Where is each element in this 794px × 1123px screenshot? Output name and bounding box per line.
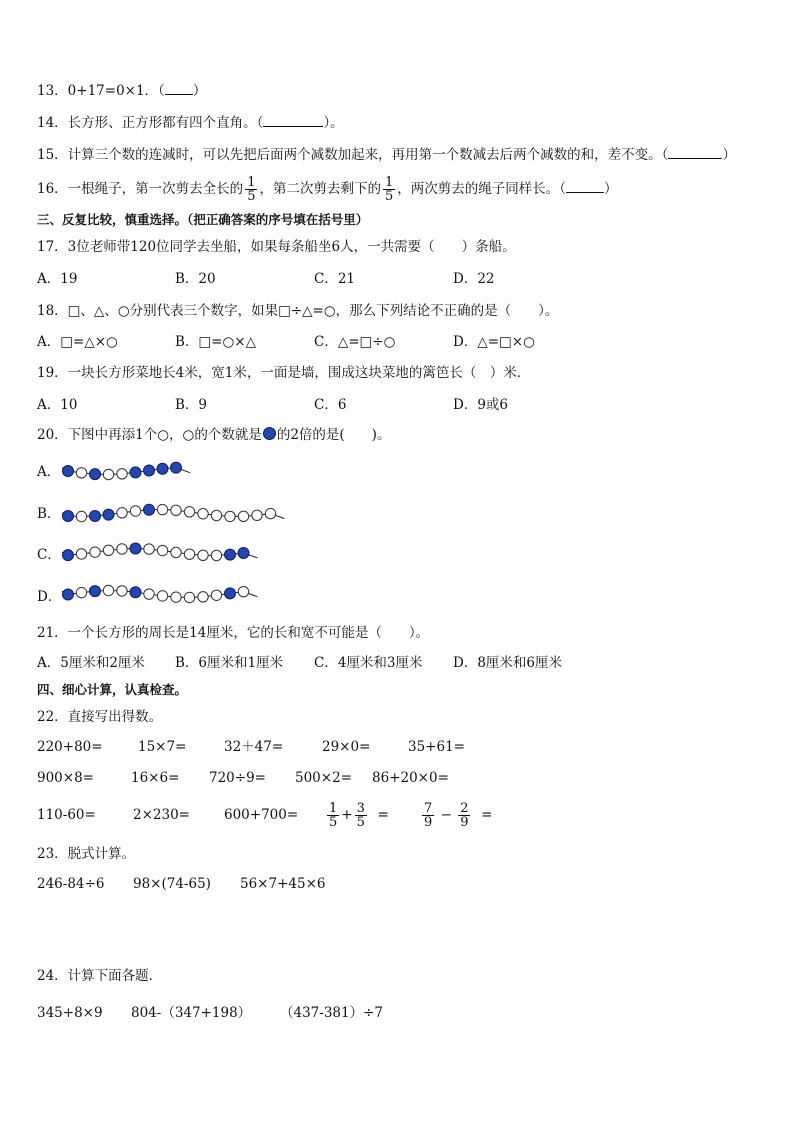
blue-bead xyxy=(144,504,155,515)
white-bead xyxy=(117,508,127,518)
white-bead xyxy=(238,511,248,521)
white-bead xyxy=(265,508,275,518)
option-a[interactable]: A．19 xyxy=(37,271,78,287)
answer-blank[interactable] xyxy=(263,114,323,127)
question-14: 14．长方形、正方形都有四个直角。（ ）。 xyxy=(37,115,344,131)
white-bead xyxy=(76,511,86,521)
option-a[interactable]: A．5厘米和2厘米 xyxy=(37,655,145,671)
white-bead xyxy=(117,544,127,554)
question-19: 19．一块长方形菜地长4米，宽1米，一面是墙，围成这块菜地的篱笆长（ ）米． xyxy=(37,365,531,381)
option-d-label[interactable]: D． xyxy=(37,589,62,605)
bead-string-b xyxy=(60,497,300,529)
blue-bead xyxy=(238,547,249,558)
calc-item: 35+61= xyxy=(408,739,465,755)
calc-item: 86+20×0= xyxy=(372,770,449,786)
white-bead xyxy=(103,585,113,595)
answer-blank[interactable] xyxy=(566,180,604,193)
calc-item: 2×230= xyxy=(133,807,190,823)
calc-item: 98×(74-65) xyxy=(133,876,211,892)
blue-bead-icon xyxy=(263,427,276,440)
white-bead xyxy=(171,547,181,557)
white-bead xyxy=(157,591,167,601)
white-bead xyxy=(252,510,262,520)
white-bead xyxy=(130,506,140,516)
white-bead xyxy=(198,509,208,519)
calc-item: 804-（347+198） xyxy=(131,1005,252,1021)
white-bead xyxy=(225,511,235,521)
white-bead xyxy=(198,592,208,602)
blue-bead xyxy=(130,467,141,478)
white-bead xyxy=(171,592,181,602)
option-c[interactable]: C．21 xyxy=(314,271,356,287)
calc-item: 345+8×9 xyxy=(37,1005,103,1021)
blue-bead xyxy=(225,549,236,560)
question-13-text: 13．0+17=0×1．（ xyxy=(37,83,165,99)
option-a[interactable]: A．□=△×○ xyxy=(37,334,118,350)
fraction: $\frac{1}{5}$ xyxy=(384,175,394,204)
calc-item: 16×6= xyxy=(131,770,180,786)
fraction-calc-1: $\frac{1}{5}$ + $\frac{3}{5}$ = xyxy=(329,801,389,830)
white-bead xyxy=(76,549,86,559)
white-bead xyxy=(76,587,86,597)
blue-bead xyxy=(90,511,101,522)
option-b[interactable]: B．□=○×△ xyxy=(175,334,256,350)
white-bead xyxy=(184,592,194,602)
blue-bead xyxy=(63,466,74,477)
calc-item: 15×7= xyxy=(138,739,187,755)
blue-bead xyxy=(63,589,74,600)
calc-item: 32＋47= xyxy=(224,739,284,755)
option-d[interactable]: D．22 xyxy=(453,271,495,287)
fraction-calc-2: $\frac{7}{9}$ − $\frac{2}{9}$ = xyxy=(424,801,493,830)
white-bead xyxy=(117,586,127,596)
option-d[interactable]: D．9或6 xyxy=(453,397,509,413)
question-16: 16．一根绳子，第一次剪去全长的 $\frac{1}{5}$ ，第二次剪去剩下的 $\frac{1}{5}$ ，两次剪去的绳子同样长。（ ） xyxy=(37,175,618,204)
bead-string-d xyxy=(60,578,280,610)
white-bead xyxy=(238,586,248,596)
question-14-text: 14．长方形、正方形都有四个直角。（ xyxy=(37,115,264,131)
calc-item: 29×0= xyxy=(322,739,371,755)
blue-bead xyxy=(90,469,101,480)
white-bead xyxy=(157,545,167,555)
calc-item: 246-84÷6 xyxy=(37,876,105,892)
question-21: 21．一个长方形的周长是14厘米，它的长和宽不可能是（ ）。 xyxy=(37,625,430,641)
white-bead xyxy=(90,547,100,557)
question-24: 24．计算下面各题． xyxy=(37,968,163,984)
white-bead xyxy=(171,505,181,515)
calc-item: 500×2= xyxy=(295,770,352,786)
white-bead xyxy=(103,545,113,555)
question-15: 15．计算三个数的连减时，可以先把后面两个减数加起来，再用第一个数减去后两个减数的和，差不变。（ ） xyxy=(37,147,736,163)
calc-item: 720÷9= xyxy=(209,770,266,786)
blue-bead xyxy=(171,462,182,473)
option-c-label[interactable]: C． xyxy=(37,547,61,563)
option-b[interactable]: B．6厘米和1厘米 xyxy=(175,655,284,671)
bead-string-c xyxy=(60,536,290,568)
calc-item: 900×8= xyxy=(37,770,94,786)
white-bead xyxy=(184,507,194,517)
calc-item: （437-381）÷7 xyxy=(280,1005,383,1021)
option-d[interactable]: D．8厘米和6厘米 xyxy=(453,655,563,671)
calc-item: 110-60= xyxy=(37,807,96,823)
question-23: 23．脱式计算。 xyxy=(37,846,136,862)
option-c[interactable]: C．4厘米和3厘米 xyxy=(314,655,423,671)
section-4-heading: 四、细心计算，认真检查。 xyxy=(37,682,188,697)
white-bead xyxy=(117,469,127,479)
white-bead xyxy=(144,589,154,599)
question-20: 20．下图中再添1个○，○的个数就是 的2倍的是( )。 xyxy=(37,427,391,443)
white-bead xyxy=(198,550,208,560)
blue-bead xyxy=(130,587,141,598)
option-b-label[interactable]: B． xyxy=(37,506,61,522)
question-18: 18．□、△、○分别代表三个数字，如果□÷△=○，那么下列结论不正确的是（ ）。 xyxy=(37,303,559,319)
white-bead xyxy=(211,510,221,520)
question-22: 22．直接写出得数。 xyxy=(37,709,163,725)
option-d[interactable]: D．△=□×○ xyxy=(453,334,535,350)
option-a-label[interactable]: A． xyxy=(37,464,61,480)
calc-item: 600+700= xyxy=(224,807,299,823)
fraction: $\frac{1}{5}$ xyxy=(247,175,256,204)
calc-item: 220+80= xyxy=(37,739,103,755)
option-b[interactable]: B．9 xyxy=(175,397,208,413)
blue-bead xyxy=(63,510,74,521)
blue-bead xyxy=(157,463,168,474)
white-bead xyxy=(184,549,194,559)
blue-bead xyxy=(103,509,114,520)
blue-bead xyxy=(63,550,74,561)
white-bead xyxy=(103,469,113,479)
question-15-text: 15．计算三个数的连减时，可以先把后面两个减数加起来，再用第一个数减去后两个减数的和，差不变。（ xyxy=(37,147,669,163)
section-3-heading: 三、反复比较，慎重选择。（把正确答案的序号填在括号里） xyxy=(37,212,369,227)
blue-bead xyxy=(225,588,236,599)
white-bead xyxy=(144,544,154,554)
option-b[interactable]: B．20 xyxy=(175,271,216,287)
blue-bead xyxy=(90,586,101,597)
question-17: 17．3位老师带120位同学去坐船，如果每条船坐6人，一共需要（ ）条船。 xyxy=(37,239,516,255)
bead-string-a xyxy=(60,455,260,485)
option-c[interactable]: C．6 xyxy=(314,397,347,413)
blue-bead xyxy=(130,543,141,554)
answer-blank[interactable] xyxy=(668,146,722,159)
white-bead xyxy=(157,504,167,514)
question-13: 13．0+17=0×1．（ ） xyxy=(37,83,207,99)
option-c[interactable]: C．△=□÷○ xyxy=(314,334,396,350)
white-bead xyxy=(211,590,221,600)
blue-bead xyxy=(144,465,155,476)
answer-blank[interactable] xyxy=(165,82,193,95)
option-a[interactable]: A．10 xyxy=(37,397,78,413)
white-bead xyxy=(76,468,86,478)
white-bead xyxy=(211,550,221,560)
calc-item: 56×7+45×6 xyxy=(240,876,326,892)
